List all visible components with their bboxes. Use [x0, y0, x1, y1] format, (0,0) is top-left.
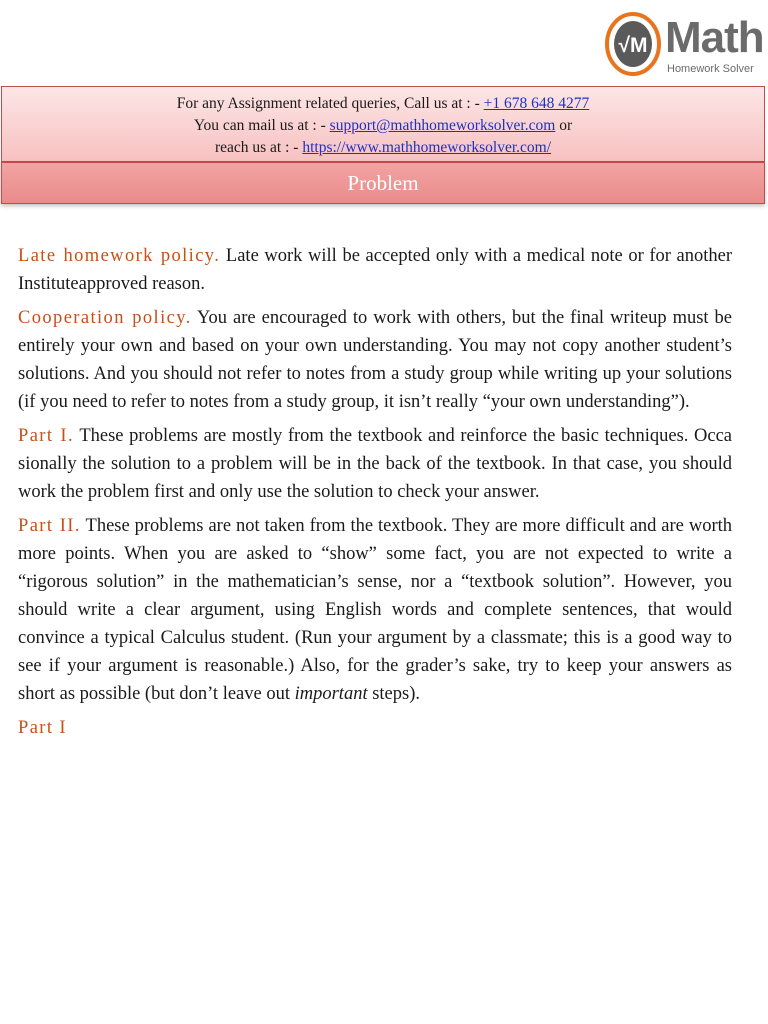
paragraph-label: Part II.	[18, 516, 81, 536]
contact-website-prefix: reach us at : -	[214, 139, 299, 156]
paragraph-text-after: steps).	[372, 684, 421, 704]
part-one-note-paragraph	[18, 422, 732, 506]
problem-title: Problem	[347, 171, 419, 195]
contact-email-prefix: You can mail us at : -	[193, 117, 326, 134]
paragraph-text: You are encouraged to work with others, but the final writeup must be entirely your own and based on your own understanding. You may not copy another student’s solutions. And you should not refer to notes from a study group while writing up your solutions (if you need to refer to notes from a study group, it isn’t really “your own understanding”).	[18, 308, 733, 412]
part-two-note-paragraph	[18, 512, 732, 708]
logo-badge-text: √M	[618, 34, 648, 57]
paragraph-text: Late work will be accepted only with a medical note or for another Instituteapproved reason.	[18, 246, 733, 294]
logo-tagline: Homework Solver	[667, 63, 754, 75]
policy-content	[18, 242, 732, 742]
email-link[interactable]: support@mathhomeworksolver.com	[329, 117, 556, 134]
math-homework-solver-logo	[605, 8, 765, 80]
contact-phone-line	[2, 93, 764, 115]
contact-banner	[1, 86, 765, 162]
contact-phone-prefix: For any Assignment related queries, Call us at : -	[176, 95, 480, 112]
logo-badge-icon	[605, 11, 661, 77]
website-link[interactable]: https://www.mathhomeworksolver.com/	[302, 139, 552, 156]
problem-title-bar	[1, 162, 765, 204]
section-heading-part-one: Part I	[18, 718, 67, 738]
phone-link[interactable]: +1 678 648 4277	[483, 95, 590, 112]
paragraph-text: These problems are not taken from the textbook. They are more difficult and are worth more points. When you are asked to “show” some fact, you are not expected to write a “rigorous solution” in the mathematician’s sense, nor a “textbook solution”. However, you should write a clear argument, using English words and complete sentences, that would convince a typical Calculus student. (Run your argument by a classmate; this is a good way to see if your argument is reasonable.) Also, for the grader’s sake, try to keep your answers as short as possible (but don’t leave out	[18, 516, 733, 704]
paragraph-label: Cooperation policy.	[18, 308, 192, 328]
paragraph-emphasis: important	[294, 684, 368, 704]
cooperation-policy-paragraph	[18, 304, 732, 416]
logo-wordmark: Math	[665, 13, 764, 62]
paragraph-text: These problems are mostly from the textbook and reinforce the basic techniques. Occa sionally the solution to a problem will be in the back of the textbook. In that case, you should work the problem first and only use the solution to check your answer.	[18, 426, 733, 502]
policy-paragraphs	[18, 242, 732, 708]
late-homework-policy-paragraph	[18, 242, 732, 298]
contact-website-line	[2, 137, 764, 159]
contact-email-line	[2, 115, 764, 137]
contact-email-suffix: or	[559, 117, 573, 134]
paragraph-label: Part I.	[18, 426, 75, 446]
paragraph-label: Late homework policy.	[18, 246, 221, 266]
